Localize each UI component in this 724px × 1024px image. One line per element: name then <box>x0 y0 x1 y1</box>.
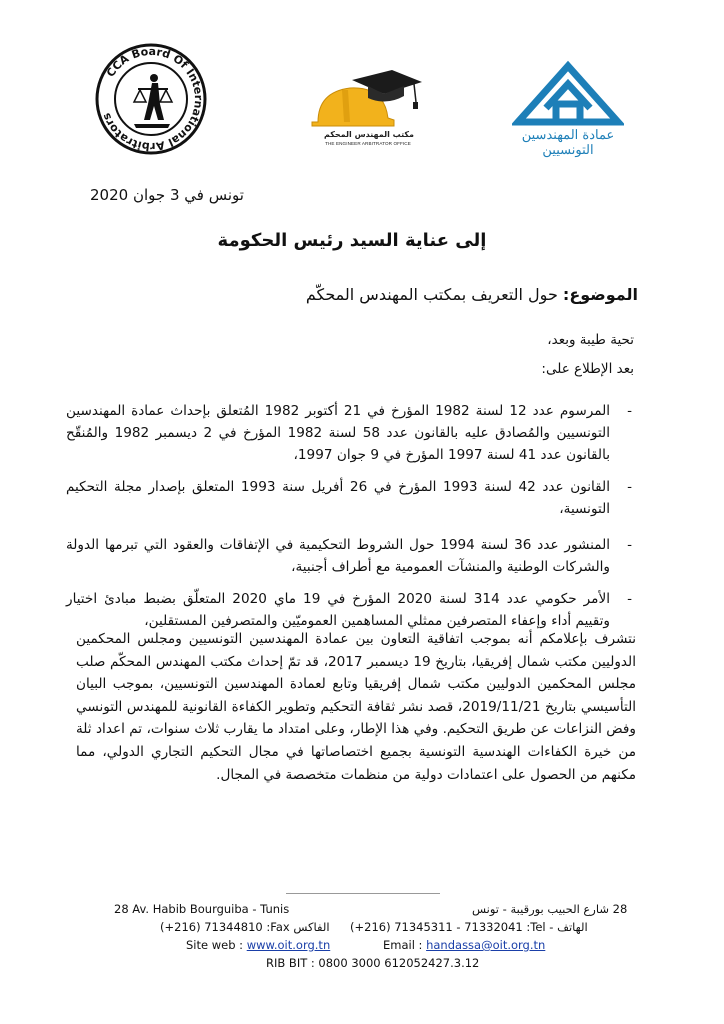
footer-rib: RIB BIT : 0800 3000 612052427.3.12 <box>266 956 480 970</box>
list-item: - الأمر حكومي عدد 314 لسنة 2020 المؤرخ في 19 ماي 2020 المتعلّق بضبط مبادئ اختيار وتقييم أداء وإعفاء المتصرفين ممثلي المساهمين العموميّين والمتصرفين المستقلين، <box>66 591 632 629</box>
website-link[interactable]: www.oit.org.tn <box>246 938 331 952</box>
list-item: - القانون عدد 42 لسنة 1993 المؤرخ في 26 أفريل سنة 1993 المتعلق بإصدار مجلة التحكيم التونسية، <box>66 479 632 517</box>
subject-line <box>306 285 638 304</box>
oit-logo <box>512 58 624 158</box>
legal-references-list <box>66 400 636 642</box>
footer-web-label: Site web : <box>186 938 247 952</box>
footer-email-label: Email : <box>383 938 427 952</box>
footer-address-en: 28 Av. Habib Bourguiba - Tunis <box>114 902 290 916</box>
footer-web <box>186 938 330 952</box>
greeting: تحية طيبة وبعد، <box>547 332 634 348</box>
date-line <box>0 186 724 204</box>
oit-label: عمادة المهندسين التونسيين <box>521 128 615 158</box>
svg-text:CCA Board Of International Arb: CCA Board Of International Arbitrators <box>99 44 206 154</box>
letter-title: إلى عناية السيد رئيس الحكومة <box>217 230 487 251</box>
cca-board-logo <box>94 42 208 156</box>
list-item: - المرسوم عدد 12 لسنة 1982 المؤرخ في 21 أكتوبر 1982 المُتعلق بإحداث عمادة المهندسين التونسيين والمُصادق عليه بالقانون عدد 58 لسنة 1982 المؤرخ في 2 ديسمبر 1982 والمُنقّح بالقانون عدد 41 لسنة 1997 المؤرخ في 9 جوان 1997، <box>66 403 632 463</box>
footer-fax: (+216) 71344810 :Fax الفاكس <box>160 920 330 934</box>
footer-email <box>383 938 545 952</box>
engineer-arbitrator-logo <box>304 66 424 148</box>
footer-divider <box>286 893 440 894</box>
subject-text: حول التعريف بمكتب المهندس المحكّم <box>305 285 558 304</box>
email-link[interactable]: handassa@oit.org.tn <box>426 938 546 952</box>
list-item: - المنشور عدد 36 لسنة 1994 حول الشروط التحكيمية في الإتفاقات والعقود التي تبرمها الدولة والشركات الوطنية والمنشآت العمومية مع أطراف أجنبية، <box>66 537 632 575</box>
footer-address-ar: 28 شارع الحبيب بورقيبة - تونس <box>472 902 628 916</box>
engineer-arbitrator-sublabel: THE ENGINEER ARBITRATOR OFFICE <box>325 141 411 146</box>
subject-label: الموضوع: <box>562 285 638 304</box>
footer-tel: (+216) 71345311 - 71332041 :Tel - الهاتف <box>350 920 588 934</box>
engineer-arbitrator-label: مكتب المهندس المحكم <box>323 130 415 139</box>
body-paragraph: نتشرف بإعلامكم أنه بموجب اتفاقية التعاون بين عمادة المهندسين التونسيين ومجلس المحكمين الدوليين مكتب شمال إفريقيا، بتاريخ 19 ديسمبر 2017، قد تمّ إحداث مكتب المهندس المحكّم صلب مجلس المحكمين الدوليين مكتب شمال إفريقيا وتابع لعمادة المهندسين التونسيين، بموجب البيان التأسيسي بتاريخ 2019/11/21، قصد نشر ثقافة التحكيم وتطوير الكفاءة القانونية للمهندس التونسي وفض النزاعات عن طريق التحكيم. وفي هذا الإطار، وعلى امتداد ما يقارب ثلاث سنوات، تم اعداد ثلة من خيرة الكفاءات الهندسية التونسية بجميع اختصاصاتها في مجال التحكيم التجاري الدولي، مما مكنهم من الحصول على اعتمادات دولية من منظمات متخصصة في المجال. <box>76 631 636 783</box>
after-reading: بعد الإطلاع على: <box>541 361 634 377</box>
letter-date: تونس في 3 جوان 2020 <box>90 186 244 204</box>
